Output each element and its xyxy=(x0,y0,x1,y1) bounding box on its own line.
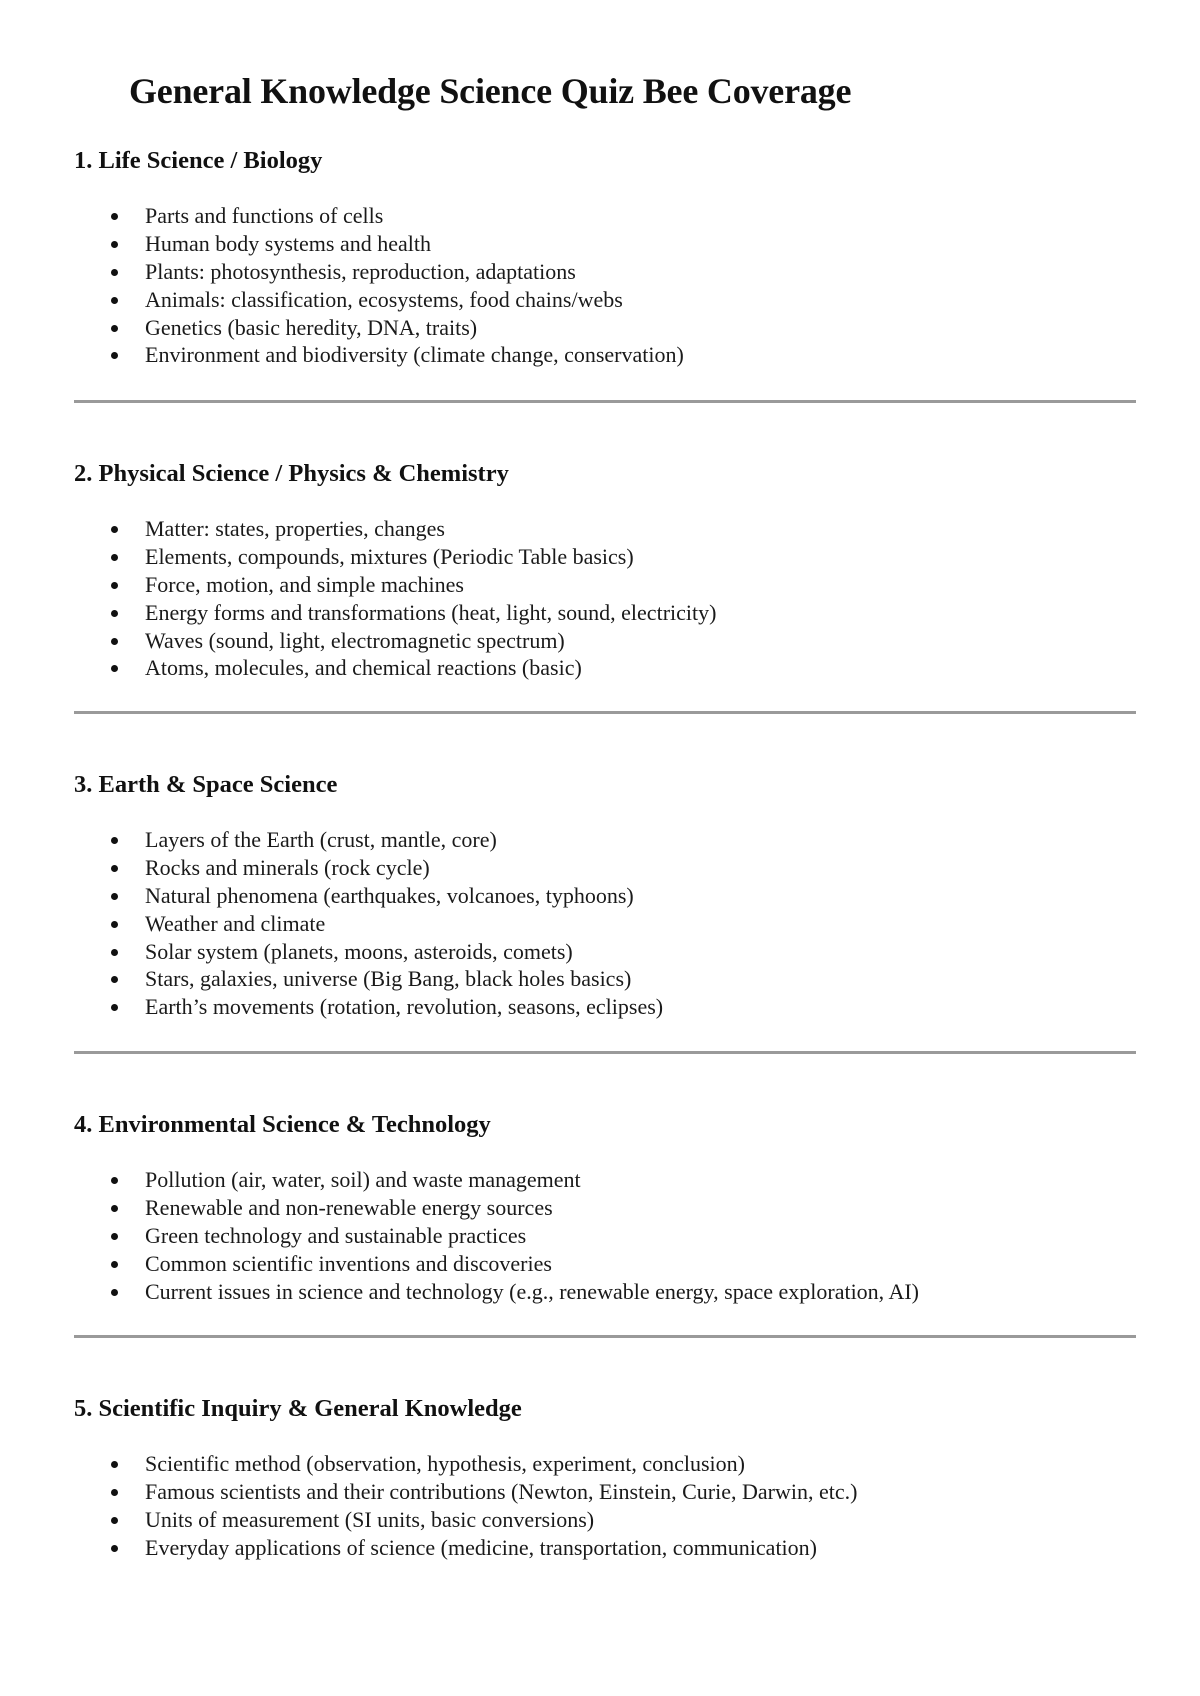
topic-list xyxy=(74,1450,857,1562)
bullet-icon xyxy=(111,1177,118,1184)
bullet-icon xyxy=(111,1261,118,1268)
bullet-icon xyxy=(111,610,118,617)
list-item xyxy=(74,993,663,1021)
list-item-text: Famous scientists and their contributions (Newton, Einstein, Curie, Darwin, etc.) xyxy=(145,1478,858,1504)
list-item xyxy=(74,882,663,910)
bullet-icon xyxy=(111,1517,118,1524)
list-item-text: Solar system (planets, moons, asteroids, comets) xyxy=(145,938,573,964)
section-earth-space xyxy=(74,769,1136,1020)
bullet-icon xyxy=(111,893,118,900)
bullet-icon xyxy=(111,949,118,956)
list-item-text: Scientific method (observation, hypothesis, experiment, conclusion) xyxy=(145,1451,745,1476)
list-item-text: Animals: classification, ecosystems, food chains/webs xyxy=(145,286,623,312)
topic-list xyxy=(74,515,716,682)
list-item-text: Stars, galaxies, universe (Big Bang, black holes basics) xyxy=(145,966,632,992)
section-life-science xyxy=(74,145,1136,368)
bullet-icon xyxy=(111,665,118,672)
list-item-text: Plants: photosynthesis, reproduction, adaptations xyxy=(145,258,576,284)
list-item xyxy=(74,543,716,571)
bullet-icon xyxy=(111,837,118,844)
list-item-text: Energy forms and transformations (heat, light, sound, electricity) xyxy=(145,599,717,625)
bullet-icon xyxy=(111,638,118,645)
list-item xyxy=(74,571,716,599)
list-item-text: Waves (sound, light, electromagnetic spectrum) xyxy=(145,627,565,653)
topic-list xyxy=(74,826,663,1021)
list-item-text: Common scientific inventions and discoveries xyxy=(145,1250,552,1276)
list-item xyxy=(74,286,684,314)
list-item-text: Elements, compounds, mixtures (Periodic Table basics) xyxy=(145,543,634,569)
bullet-icon xyxy=(111,297,118,304)
list-item xyxy=(74,910,663,938)
list-item-text: Parts and functions of cells xyxy=(145,203,384,228)
list-item xyxy=(74,938,663,966)
bullet-icon xyxy=(111,1461,118,1468)
section-scientific-inquiry xyxy=(74,1393,1136,1560)
list-item-text: Weather and climate xyxy=(145,910,326,936)
list-item xyxy=(74,965,663,993)
list-item xyxy=(74,654,716,682)
section-physical-science xyxy=(74,458,1136,681)
bullet-icon xyxy=(111,1004,118,1011)
bullet-icon xyxy=(111,1489,118,1496)
section-environmental-science xyxy=(74,1109,1136,1304)
list-item xyxy=(74,1222,919,1250)
list-item xyxy=(74,230,684,258)
bullet-icon xyxy=(111,865,118,872)
list-item xyxy=(74,1534,857,1562)
list-item-text: Renewable and non-renewable energy sources xyxy=(145,1194,553,1220)
bullet-icon xyxy=(111,352,118,359)
section-heading: 1. Life Science / Biology xyxy=(74,147,323,174)
list-item-text: Rocks and minerals (rock cycle) xyxy=(145,854,430,880)
document-title: General Knowledge Science Quiz Bee Coverage xyxy=(129,71,852,111)
list-item-text: Matter: states, properties, changes xyxy=(145,516,445,541)
bullet-icon xyxy=(111,213,118,220)
section-divider xyxy=(74,711,1136,714)
bullet-icon xyxy=(111,976,118,983)
list-item-text: Natural phenomena (earthquakes, volcanoes, typhoons) xyxy=(145,882,634,908)
list-item xyxy=(74,258,684,286)
section-heading: 5. Scientific Inquiry & General Knowledge xyxy=(74,1395,522,1422)
list-item-text: Everyday applications of science (medicine, transportation, communication) xyxy=(145,1534,817,1560)
list-item xyxy=(74,202,684,230)
list-item xyxy=(74,341,684,369)
bullet-icon xyxy=(111,1289,118,1296)
list-item-text: Environment and biodiversity (climate change, conservation) xyxy=(145,342,684,368)
list-item-text: Force, motion, and simple machines xyxy=(145,571,464,597)
topic-list xyxy=(74,1166,919,1305)
section-heading: 2. Physical Science / Physics & Chemistry xyxy=(74,460,509,487)
list-item xyxy=(74,1478,857,1506)
bullet-icon xyxy=(111,921,118,928)
list-item-text: Units of measurement (SI units, basic conversions) xyxy=(145,1506,595,1532)
list-item xyxy=(74,1166,919,1194)
list-item xyxy=(74,1250,919,1278)
section-divider xyxy=(74,1051,1136,1054)
section-divider xyxy=(74,400,1136,403)
section-divider xyxy=(74,1335,1136,1338)
bullet-icon xyxy=(111,1233,118,1240)
list-item xyxy=(74,627,716,655)
list-item xyxy=(74,515,716,543)
section-heading: 3. Earth & Space Science xyxy=(74,771,338,798)
list-item-text: Genetics (basic heredity, DNA, traits) xyxy=(145,314,478,340)
list-item xyxy=(74,854,663,882)
list-item xyxy=(74,826,663,854)
list-item-text: Current issues in science and technology (e.g., renewable energy, space exploration, AI) xyxy=(145,1278,920,1304)
bullet-icon xyxy=(111,1205,118,1212)
bullet-icon xyxy=(111,554,118,561)
bullet-icon xyxy=(111,269,118,276)
bullet-icon xyxy=(111,241,118,248)
list-item-text: Layers of the Earth (crust, mantle, core) xyxy=(145,827,497,852)
list-item xyxy=(74,599,716,627)
bullet-icon xyxy=(111,526,118,533)
bullet-icon xyxy=(111,1545,118,1552)
list-item xyxy=(74,1278,919,1306)
list-item-text: Pollution (air, water, soil) and waste management xyxy=(145,1167,581,1192)
section-heading: 4. Environmental Science & Technology xyxy=(74,1111,491,1138)
list-item xyxy=(74,1450,857,1478)
bullet-icon xyxy=(111,582,118,589)
list-item-text: Green technology and sustainable practices xyxy=(145,1222,527,1248)
list-item-text: Earth’s movements (rotation, revolution, seasons, eclipses) xyxy=(145,994,664,1020)
list-item xyxy=(74,1194,919,1222)
list-item-text: Atoms, molecules, and chemical reactions (basic) xyxy=(145,655,582,681)
list-item xyxy=(74,1506,857,1534)
list-item-text: Human body systems and health xyxy=(145,230,431,256)
bullet-icon xyxy=(111,325,118,332)
list-item xyxy=(74,314,684,342)
topic-list xyxy=(74,202,684,369)
